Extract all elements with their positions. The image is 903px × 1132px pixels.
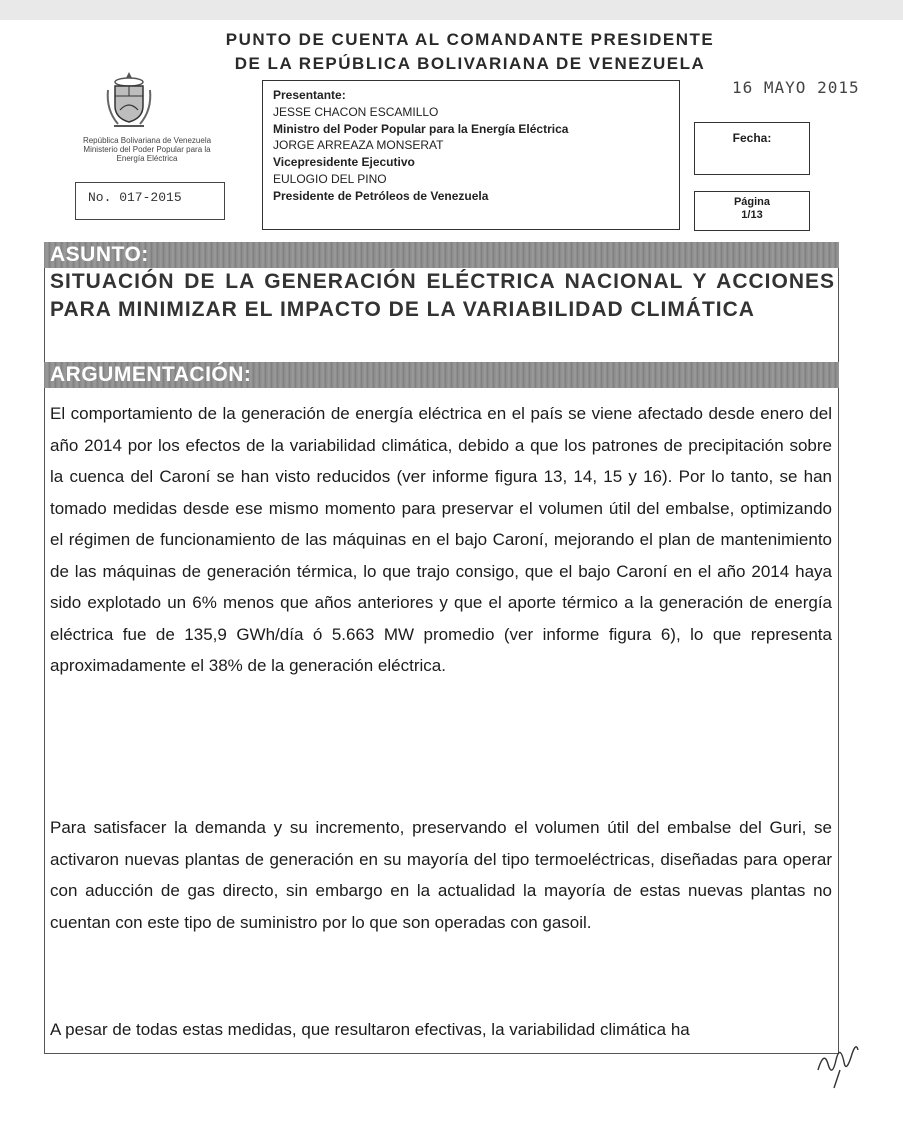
presenter-name-2: JORGE ARREAZA MONSERAT	[273, 138, 444, 153]
presenter-role-3: Presidente de Petróleos de Venezuela	[273, 188, 489, 203]
institution-line-2: Ministerio del Poder Popular para la	[83, 145, 211, 154]
institution-line-1: República Bolivariana de Venezuela	[82, 136, 212, 145]
institution-name	[52, 136, 242, 163]
asunto-text: SITUACIÓN DE LA GENERACIÓN ELÉCTRICA NACIONAL Y ACCIONES PARA MINIMIZAR EL IMPACTO DE LA VARIABILIDAD CLIMÁTICA	[50, 270, 835, 321]
institution-line-3: Energía Eléctrica	[116, 154, 178, 163]
document-title	[160, 28, 780, 76]
paragraph-2: Para satisfacer la demanda y su incremento, preservando el volumen útil del embalse del Guri, se activaron nuevas plantas de generación en su mayoría del tipo termoeléctricas, diseñadas para operar con aducción de gas directo, sin embargo en la actualidad la mayoría de estas nuevas plantas no cuentan con este tipo de suministro por lo que son operadas con gasoil.	[50, 818, 832, 932]
fecha-box	[694, 122, 810, 175]
date-stamp: 16 MAYO 2015	[732, 78, 860, 97]
pagina-value: 1/13	[741, 209, 763, 221]
presenter-name-3: EULOGIO DEL PINO	[273, 171, 387, 186]
title-line-1: PUNTO DE CUENTA AL COMANDANTE PRESIDENTE	[225, 30, 715, 49]
document-number: No. 017-2015	[75, 182, 225, 220]
argumentacion-header: ARGUMENTACIÓN:	[44, 362, 839, 388]
scan-top-edge	[0, 0, 903, 20]
presenter-role-1: Ministro del Poder Popular para la Energía Eléctrica	[273, 121, 569, 136]
presenter-name-1: JESSE CHACON ESCAMILLO	[273, 104, 439, 119]
pagina-label: Página	[733, 196, 771, 208]
signature-icon	[810, 1030, 865, 1090]
presenter-label: Presentante:	[273, 88, 346, 102]
presenter-box	[262, 80, 680, 230]
pagina-box	[694, 191, 810, 231]
paragraph-3: A pesar de todas estas medidas, que resultaron efectivas, la variabilidad climática ha	[50, 1020, 690, 1039]
asunto-header: ASUNTO:	[44, 242, 839, 268]
coat-of-arms-icon	[104, 70, 154, 130]
presenter-role-2: Vicepresidente Ejecutivo	[273, 155, 415, 170]
paragraph-1: El comportamiento de la generación de energía eléctrica en el país se viene afectado desde enero del año 2014 por los efectos de la variabilidad climática, debido a que los patrones de precipitación sobre la cuenca del Caroní se han visto reducidos (ver informe figura 13, 14, 15 y 16). Por lo tanto, se han tomado medidas desde ese mismo momento para preservar el volumen útil del embalse, optimizando el régimen de funcionamiento de las máquinas en el bajo Caroní, mejorando el plan de mantenimiento de las máquinas de generación térmica, lo que trajo consigo, que el bajo Caroní en el año 2014 haya sido explotado un 6% menos que años anteriores y que el aporte térmico a la generación de energía eléctrica fue de 135,9 GWh/día ó 5.663 MW promedio (ver informe figura 6), lo que representa aproximadamente el 38% de la generación eléctrica.	[50, 404, 832, 675]
fecha-label: Fecha:	[732, 131, 772, 145]
title-line-2: DE LA REPÚBLICA BOLIVARIANA DE VENEZUELA	[234, 54, 706, 73]
